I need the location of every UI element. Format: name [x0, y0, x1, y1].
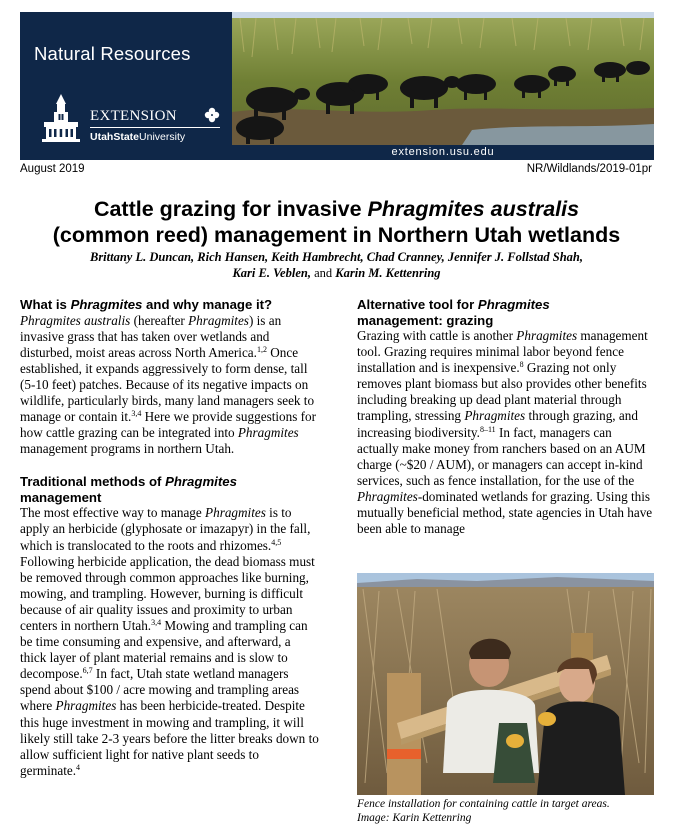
p3-text-d: through grazing, and increasing biodiversity. — [357, 408, 638, 440]
p2-text-d: Mowing and trampling can be time consuming and expensive, and afterward, a thick layer of plant material remains and is slow to decompose. — [20, 618, 308, 682]
paragraph-traditional-methods — [20, 505, 320, 779]
p2-citation-1: 4,5 — [271, 537, 282, 547]
author-veblen: Kari E. Veblen, — [232, 266, 311, 280]
publication-code: NR/Wildlands/2019-01pr — [526, 163, 652, 175]
p3-name-2: Phragmites — [464, 408, 526, 424]
paragraph-grazing — [357, 328, 654, 537]
p1-text-a: (hereafter — [130, 312, 189, 328]
publication-date: August 2019 — [20, 163, 85, 175]
p2-text-e: In fact, Utah state wetland managers spend about $100 / acre mowing and trampling areas where — [20, 666, 300, 714]
p3-text-b: management tool. Grazing requires minimal labor beyond fence installation and is inexpensive. — [357, 328, 648, 376]
heading-2-post: management — [20, 489, 102, 505]
p3-text-a: Grazing with cattle is another — [357, 328, 517, 343]
caption-line-1: Fence installation for containing cattle in target areas. — [357, 798, 610, 810]
document-title — [0, 196, 673, 248]
p1-species: Phragmites australis — [20, 312, 131, 328]
p3-citation-2: 8–11 — [479, 424, 496, 434]
p2-text-f: has been herbicide-treated. Despite this huge investment in mowing and trampling, it will likely still take 2-3 years before the litter breaks down to allow sufficient light for native plant seeds to germinate. — [20, 698, 319, 778]
four-h-clover-icon — [204, 107, 220, 123]
p2-text-b: is to apply an herbicide (glyphosate or imazapyr) in the fall, which is translocated to the roots and rhizomes. — [20, 505, 311, 553]
p1-text-e: management programs in northern Utah. — [20, 441, 235, 457]
logo-university-suffix: University — [139, 131, 186, 143]
p2-text-a: The most effective way to manage — [20, 505, 206, 521]
author-list — [30, 249, 643, 281]
p2-citation-4: 4 — [76, 762, 81, 772]
heading-3-post: management: grazing — [357, 312, 494, 328]
usu-extension-logo[interactable] — [40, 92, 228, 156]
p3-name-1: Phragmites — [516, 328, 578, 343]
left-column — [20, 297, 320, 779]
banner-left-panel — [20, 12, 232, 160]
header-banner — [20, 12, 654, 160]
p3-text-e: In fact, managers can actually make money from ranchers based on an AUM charge (~$20 / AUM), or managers can accept in-kind services, such as fence installation, for the use of the — [357, 424, 646, 488]
heading-2-pre: Traditional methods of — [20, 474, 166, 490]
heading-3-italic: Phragmites — [477, 297, 550, 312]
p2-text-c: Following herbicide application, the dead biomass must be removed through common approaches like burning, mowing, and trampling. However, burning is difficult because of air quality issues and proximity to urban centers in northern Utah. — [20, 553, 315, 633]
p1-citation-2: 3,4 — [131, 409, 142, 419]
authors-line-1: Brittany L. Duncan, Rich Hansen, Keith Hambrecht, Chad Cranney, Jennifer J. Follstad Shah, — [89, 250, 584, 264]
p1-citation-1: 1,2 — [256, 344, 267, 354]
p3-text-c: Grazing not only removes plant biomass but also provides other benefits including breaking up dead plant material through trampling, stressing — [357, 360, 647, 424]
heading-1-italic: Phragmites — [70, 297, 143, 312]
heading-1-pre: What is — [20, 297, 71, 312]
p2-citation-3: 6,7 — [82, 666, 93, 676]
p2-name-2: Phragmites — [55, 698, 117, 714]
author-kettenring: Karin M. Kettenring — [335, 266, 441, 280]
fence-installation-photo — [357, 573, 654, 795]
extension-url[interactable]: extension.usu.edu — [391, 146, 495, 158]
section-heading-what-is-phragmites — [20, 297, 320, 313]
heading-2-italic: Phragmites — [165, 474, 237, 490]
photo-caption — [357, 797, 657, 825]
series-title: Natural Resources — [34, 43, 191, 64]
right-column — [357, 297, 654, 537]
old-main-tower-icon — [40, 92, 82, 144]
logo-divider — [90, 127, 220, 128]
p1-short-name: Phragmites — [188, 312, 249, 328]
heading-1-post: and why manage it? — [142, 297, 273, 312]
p1-text-d: Here we provide suggestions for how cattle grazing can be integrated into — [20, 409, 317, 441]
paragraph-what-is-phragmites — [20, 313, 320, 458]
p1-text-c: Once established, it expands aggressively to form dense, tall (5-10 feet) patches. Because of its negative impacts on wildlife, particularly birds, many land managers seek to manage or contain it. — [20, 344, 315, 425]
p3-name-3: Phragmites — [357, 488, 418, 504]
title-species: Phragmites australis — [367, 197, 580, 221]
p2-citation-2: 3,4 — [151, 618, 162, 627]
caption-credit: Image: Karin Kettenring — [357, 812, 472, 824]
p1-name-3: Phragmites — [237, 425, 299, 441]
section-heading-traditional-methods — [20, 474, 320, 505]
p3-text-f: -dominated wetlands for grazing. Using this mutually beneficial method, state agencies in Utah have been able to manage — [357, 488, 653, 537]
title-part-2: (common reed) management in Northern Utah wetlands — [52, 223, 621, 247]
authors-and: and — [314, 266, 333, 280]
cattle-in-wetland-photo — [232, 12, 654, 145]
logo-university-prefix: UtahState — [90, 131, 140, 143]
p2-name-1: Phragmites — [205, 505, 266, 521]
logo-university-name — [90, 131, 185, 143]
logo-extension-text: EXTENSION — [90, 108, 177, 124]
section-gap — [20, 457, 320, 474]
heading-3-pre: Alternative tool for — [357, 297, 478, 312]
section-heading-grazing — [357, 297, 654, 328]
p1-text-b: ) is an invasive grass that has taken over wetlands and disturbed, moist areas across North America. — [20, 312, 282, 360]
p3-citation-1: 8 — [519, 360, 524, 370]
title-part-1: Cattle grazing for invasive — [93, 197, 368, 221]
